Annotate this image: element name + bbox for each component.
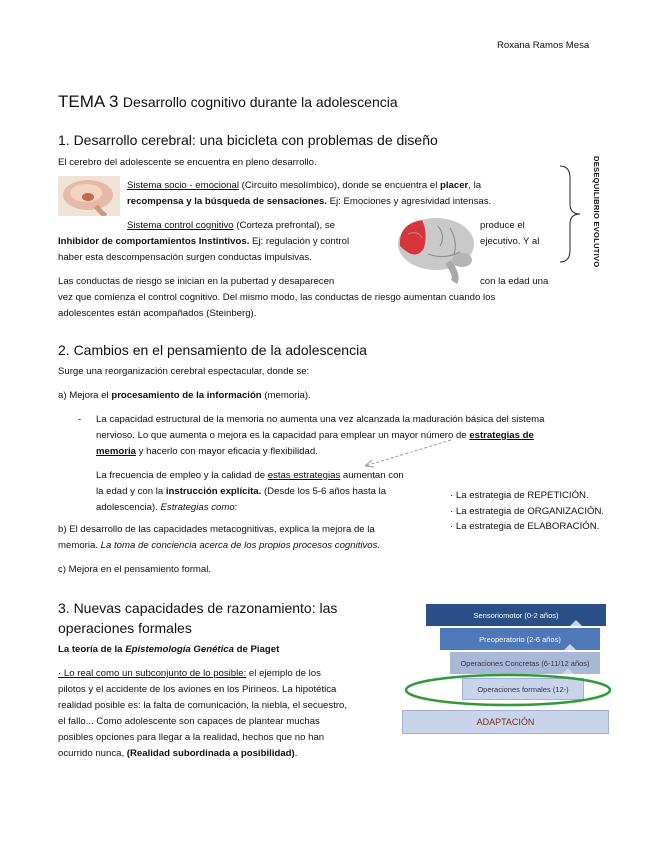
item-b-line-1: b) El desarrollo de las capacidades metacognitivas, explica la mejora de la xyxy=(58,524,375,535)
brain-sagittal-image xyxy=(58,176,120,216)
section-3-heading-1: 3. Nuevas capacidades de razonamiento: las xyxy=(58,600,338,616)
brain-lateral-image xyxy=(388,214,476,284)
stage-preoperatorio: Preoperatorio (2-6 años) xyxy=(440,628,600,650)
bullet-line-3: memoria y hacerlo con mayor eficacia y flexibilidad. xyxy=(96,446,318,457)
stage-sensoriomotor: Sensoriomotor (0-2 años) xyxy=(426,604,606,626)
piaget-line-3: realidad posible es: la falta de comunicación, la niebla, el secuestro, xyxy=(58,700,348,711)
brace-label: DESEQUILIBRIO EVOLUTIVO xyxy=(592,156,601,268)
strategy-item: · La estrategia de ELABORACIÓN. xyxy=(450,521,600,532)
control-line-1: Sistema control cognitivo (Corteza prefrontal), se xyxy=(127,220,335,231)
risk-line-3: adolescentes están acompañados (Steinberg). xyxy=(58,308,257,319)
section-1-intro: El cerebro del adolescente se encuentra en pleno desarrollo. xyxy=(58,157,317,168)
item-a: a) Mejora el procesamiento de la información (memoria). xyxy=(58,390,311,401)
socio-line-1: Sistema socio - emocional (Circuito mesolímbico), donde se encuentra el placer, la xyxy=(127,180,482,191)
stage-formales: Operaciones formales (12-) xyxy=(462,678,584,700)
bullet-dash: - xyxy=(78,414,82,425)
piaget-theory: La teoría de la Epistemología Genética de Piaget xyxy=(58,644,280,655)
stage-arrows xyxy=(400,604,615,734)
dashed-arrow xyxy=(355,436,455,472)
piaget-line-6: ocurrido nunca, (Realidad subordinada a posibilidad). xyxy=(58,748,298,759)
piaget-stages-diagram xyxy=(400,604,615,734)
author-name: Roxana Ramos Mesa xyxy=(497,40,590,51)
risk-line-1b: con la edad una xyxy=(480,276,549,287)
control-line-2-end: ejecutivo. Y al xyxy=(480,236,540,247)
section-2-heading: 2. Cambios en el pensamiento de la adolescencia xyxy=(58,342,367,358)
highlight-ellipse xyxy=(406,675,610,705)
strategies-list xyxy=(450,488,604,535)
curly-brace xyxy=(558,164,582,264)
piaget-line-4: el fallo... Como adolescente son capaces de plantear muchas xyxy=(58,716,320,727)
strategy-item: · La estrategia de ORGANIZACIÓN. xyxy=(450,505,605,517)
piaget-line-5: posibles opciones para llegar a la realidad, hechos que no han xyxy=(58,732,325,743)
freq-line-3: adolescencia). Estrategias como: xyxy=(96,502,238,513)
page-title: TEMA 3 Desarrollo cognitivo durante la adolescencia xyxy=(58,92,398,111)
strategy-item: · La estrategia de REPETICIÓN. xyxy=(450,490,589,501)
piaget-line-2: pilotos y el accidente de los aviones en los Pirineos. La hipotética xyxy=(58,684,337,695)
risk-line-1a: Las conductas de riesgo se inician en la pubertad y desaparecen xyxy=(58,276,335,287)
bullet-line-1: La capacidad estructural de la memoria no aumenta una vez alcanzada la maduración básica del sistema xyxy=(96,414,545,425)
section-3-heading-2: operaciones formales xyxy=(58,620,192,636)
control-line-2: Inhibidor de comportamientos Instintivos. Ej: regulación y control xyxy=(58,236,350,247)
item-b-line-2: memoria. La toma de conciencia acerca de los propios procesos cognitivos. xyxy=(58,540,381,551)
piaget-line-1: · Lo real como un subconjunto de lo posible: el ejemplo de los xyxy=(58,668,321,679)
control-line-1-end: produce el xyxy=(480,220,525,231)
adaptation-box: ADAPTACIÓN xyxy=(402,710,609,734)
section-1-heading: 1. Desarrollo cerebral: una bicicleta con problemas de diseño xyxy=(58,132,438,148)
socio-line-2: recompensa y la búsqueda de sensaciones. Ej: Emociones y agresividad intensas. xyxy=(127,196,492,207)
bullet-line-2: nervioso. Lo que aumenta o mejora es la capacidad para emplear un mayor número de estrategias de xyxy=(96,430,534,441)
freq-line-1: La frecuencia de empleo y la calidad de estas estrategias aumentan con xyxy=(96,470,404,481)
risk-line-2: vez que comienza el control cognitivo. Del mismo modo, las conductas de riesgo aumentan cuando los xyxy=(58,292,496,303)
stage-concretas: Operaciones Concretas (6-11/12 años) xyxy=(450,652,600,674)
item-c: c) Mejora en el pensamiento formal. xyxy=(58,564,212,575)
freq-line-2: la edad y con la instrucción explícita. (Desde los 5-6 años hasta la xyxy=(96,486,387,497)
control-line-3: haber esta descompensación surgen conductas impulsivas. xyxy=(58,252,312,263)
section-2-intro: Surge una reorganización cerebral espectacular, donde se: xyxy=(58,366,310,377)
